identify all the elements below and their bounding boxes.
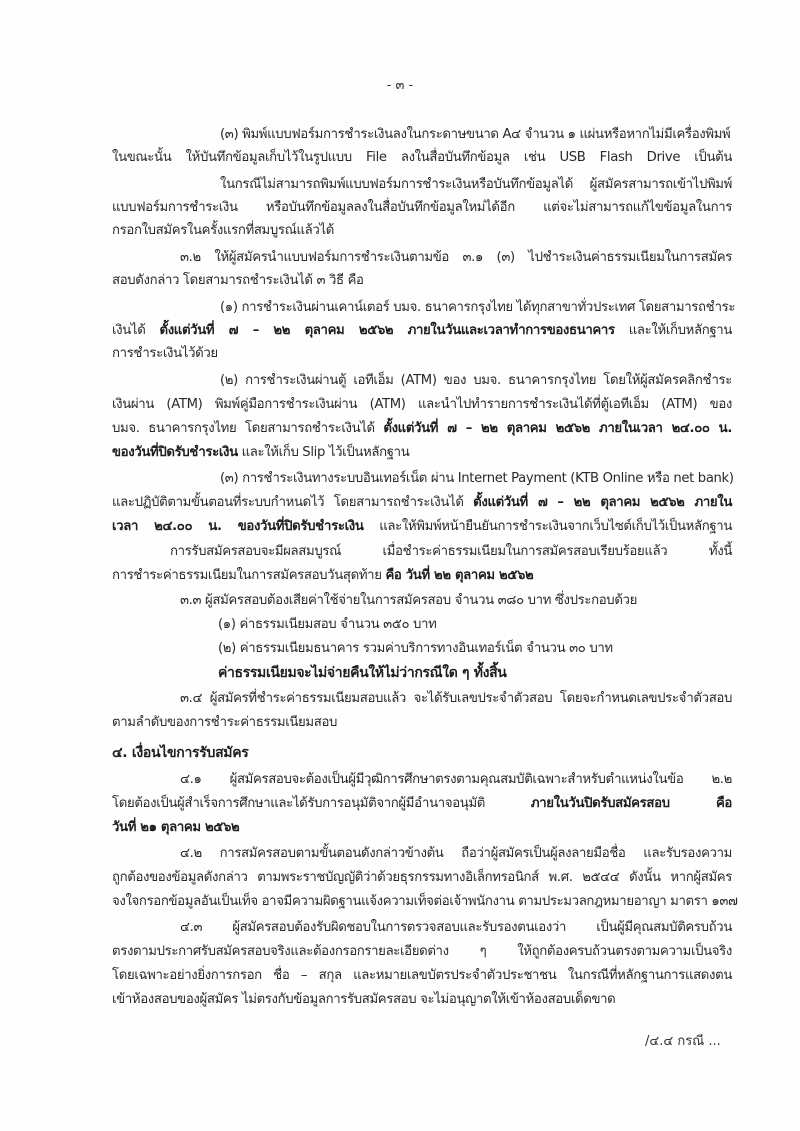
clause-4-3: ๔.๓ ผู้สมัครสอบต้องรับผิดชอบในการตรวจสอบและรับรองตนเองว่า เป็นผู้มีคุณสมบัติครบถ้วน xyxy=(180,920,732,935)
clause-3-4: ๓.๔ ผู้สมัครที่ชำระค่าธรรมเนียมสอบแล้ว จะได้รับเลขประจำตัวสอบ โดยจะกำหนดเลขประจำตัวสอบ xyxy=(180,691,732,706)
text-line: ถูกต้องของข้อมูลดังกล่าว ตามพระราชบัญญัติว่าด้วยธุรกรรมทางอิเล็กทรอนิกส์ พ.ศ. ๒๕๔๔ ดังนั้น หากผู้สมัคร xyxy=(112,870,732,885)
text-line: ของวันที่ปิดรับชำระเงิน และให้เก็บ Slip ไว้เป็นหลักฐาน xyxy=(112,445,410,460)
text-line: เงินได้ ตั้งแต่วันที่ ๗ – ๒๒ ตุลาคม ๒๕๖๒ ภายในวันและเวลาทำการของธนาคาร และให้เก็บหลักฐาน xyxy=(112,323,732,338)
text-line: เวลา ๒๔.๐๐ น. ของวันที่ปิดรับชำระเงิน และให้พิมพ์หน้ายืนยันการชำระเงินจากเว็บไซต์เก็บไว้เป็นหลักฐาน xyxy=(112,519,732,534)
clause-4-1: ๔.๑ ผู้สมัครสอบจะต้องเป็นผู้มีวุฒิการศึกษาตรงตามคุณสมบัติเฉพาะสำหรับตำแหน่งในข้อ ๒.๒ xyxy=(180,772,732,787)
text-line: กรอกใบสมัครในครั้งแรกที่สมบูรณ์แล้วได้ xyxy=(112,223,334,238)
payment-method-2: (๒) การชำระเงินผ่านตู้ เอทีเอ็ม (ATM) ของ บมจ. ธนาคารกรุงไทย โดยให้ผู้สมัครคลิกชำระ xyxy=(220,373,732,388)
text-line: สอบดังกล่าว โดยสามารถชำระเงินได้ ๓ วิธี คือ xyxy=(112,273,364,288)
text-line: การชำระเงินไว้ด้วย xyxy=(112,346,218,361)
text-line: การรับสมัครสอบจะมีผลสมบูรณ์ เมื่อชำระค่าธรรมเนียมในการสมัครสอบเรียบร้อยแล้ว ทั้งนี้ xyxy=(170,544,732,559)
text-line: เงินผ่าน (ATM) พิมพ์คู่มือการชำระเงินผ่าน (ATM) และนำไปทำรายการชำระเงินได้ที่ตู้เอทีเอ็ม (ATM) ของ xyxy=(112,397,732,412)
text-line: แบบฟอร์มการชำระเงิน หรือบันทึกข้อมูลลงในสื่อบันทึกข้อมูลใหม่ได้อีก แต่จะไม่สามารถแก้ไขข้อมูลในการ xyxy=(112,200,732,215)
clause-4-2: ๔.๒ การสมัครสอบตามขั้นตอนดังกล่าวข้างต้น ถือว่าผู้สมัครเป็นผู้ลงลายมือชื่อ และรับรองความ xyxy=(180,846,732,861)
text-line: ในขณะนั้น ให้บันทึกข้อมูลเก็บไว้ในรูปแบบ File ลงในสื่อบันทึกข้อมูล เช่น USB Flash Drive เป็นต้น xyxy=(112,150,732,165)
text-line: และปฏิบัติตามขั้นตอนที่ระบบกำหนดไว้ โดยสามารถชำระเงินได้ ตั้งแต่วันที่ ๗ – ๒๒ ตุลาคม ๒๕๖๒ ภายใน xyxy=(112,495,733,510)
payment-method-3: (๓) การชำระเงินทางระบบอินเทอร์เน็ต ผ่าน Internet Payment (KTB Online หรือ net bank) xyxy=(220,471,734,486)
text-line: วันที่ ๒๑ ตุลาคม ๒๕๖๒ xyxy=(112,820,240,835)
text-line: (๓) พิมพ์แบบฟอร์มการชำระเงินลงในกระดาษขนาด A๔ จำนวน ๑ แผ่นหรือหากไม่มีเครื่องพิมพ์ xyxy=(220,127,731,142)
continuation-marker: /๔.๔ กรณี ... xyxy=(645,1034,721,1049)
payment-method-1: (๑) การชำระเงินผ่านเคาน์เตอร์ บมจ. ธนาคารกรุงไทย ได้ทุกสาขาทั่วประเทศ โดยสามารถชำระ xyxy=(220,300,736,315)
clause-3-3: ๓.๓ ผู้สมัครสอบต้องเสียค่าใช้จ่ายในการสมัครสอบ จำนวน ๓๘๐ บาท ซึ่งประกอบด้วย xyxy=(180,593,637,608)
text-line: โดยต้องเป็นผู้สำเร็จการศึกษาและได้รับการอนุมัติจากผู้มีอำนาจอนุมัติ ภายในวันปิดรับสมัครสอบ คือ xyxy=(112,796,732,811)
text-line: ตรงตามประกาศรับสมัครสอบจริงและต้องกรอกรายละเอียดต่าง ๆ ให้ถูกต้องครบถ้วนตรงตามความเป็นจริง xyxy=(112,944,732,959)
text-line: โดยเฉพาะอย่างยิ่งการกรอก ชื่อ – สกุล และหมายเลขบัตรประจำตัวประชาชน ในกรณีที่หลักฐานการแสดงตน xyxy=(112,968,732,983)
text-line: จงใจกรอกข้อมูลอันเป็นเท็จ อาจมีความผิดฐานแจ้งความเท็จต่อเจ้าพนักงาน ตามประมวลกฎหมายอาญา มาตรา ๑๓๗ xyxy=(112,894,738,909)
text-line: ตามลำดับของการชำระค่าธรรมเนียมสอบ xyxy=(112,715,338,730)
fee-item-2: (๒) ค่าธรรมเนียมธนาคาร รวมค่าบริการทางอินเทอร์เน็ต จำนวน ๓๐ บาท xyxy=(218,641,613,656)
text-line: บมจ. ธนาคารกรุงไทย โดยสามารถชำระเงินได้ ตั้งแต่วันที่ ๗ – ๒๒ ตุลาคม ๒๕๖๒ ภายในเวลา ๒๔.๐๐ น. xyxy=(112,421,732,436)
section-4-heading: ๔. เงื่อนไขการรับสมัคร xyxy=(112,745,249,761)
page-number: - ๓ - xyxy=(386,78,414,93)
non-refundable-notice: ค่าธรรมเนียมจะไม่จ่ายคืนให้ไม่ว่ากรณีใด ๆ ทั้งสิ้น xyxy=(218,665,507,681)
fee-item-1: (๑) ค่าธรรมเนียมสอบ จำนวน ๓๕๐ บาท xyxy=(218,617,437,632)
text-line: ในกรณีไม่สามารถพิมพ์แบบฟอร์มการชำระเงินหรือบันทึกข้อมูลได้ ผู้สมัครสามารถเข้าไปพิมพ์ xyxy=(220,177,732,192)
clause-3-2: ๓.๒ ให้ผู้สมัครนำแบบฟอร์มการชำระเงินตามข้อ ๓.๑ (๓) ไปชำระเงินค่าธรรมเนียมในการสมัคร xyxy=(180,250,732,265)
text-line: เข้าห้องสอบของผู้สมัคร ไม่ตรงกับข้อมูลการรับสมัครสอบ จะไม่อนุญาตให้เข้าห้องสอบเด็ดขาด xyxy=(112,992,616,1007)
text-line: การชำระค่าธรรมเนียมในการสมัครสอบวันสุดท้าย คือ วันที่ ๒๒ ตุลาคม ๒๕๖๒ xyxy=(112,568,534,583)
